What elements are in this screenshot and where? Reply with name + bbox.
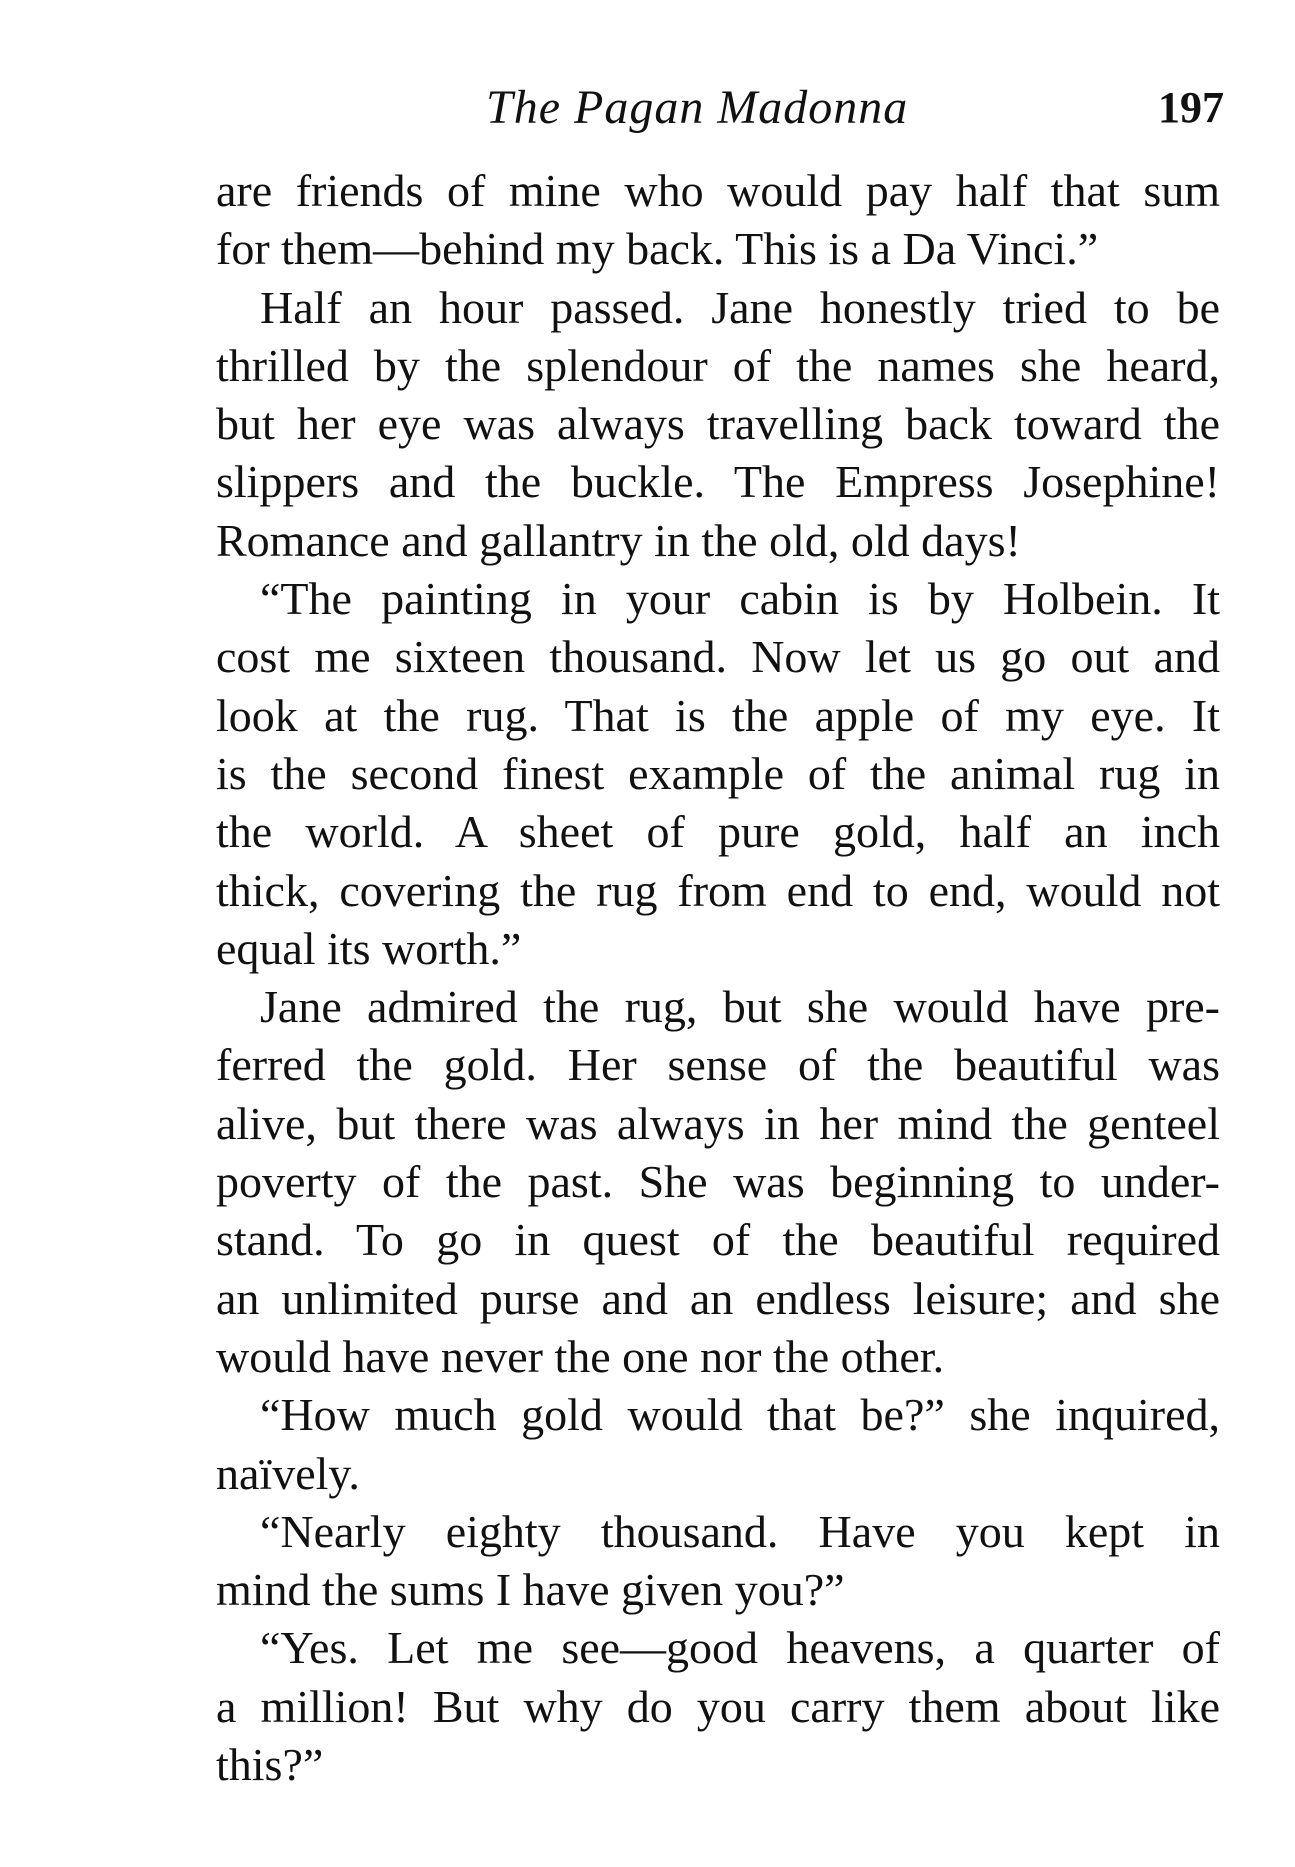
- text-line: an unlimited purse and an endless leisure; and she: [216, 1272, 1220, 1324]
- text-line: cost me sixteen thousand. Now let us go out and: [216, 631, 1220, 683]
- text-line: poverty of the past. She was beginning to under-: [216, 1156, 1220, 1208]
- text-line: “The painting in your cabin is by Holbein. It: [260, 573, 1220, 625]
- text-line: thick, covering the rug from end to end, would not: [216, 864, 1220, 916]
- text-line: a million! But why do you carry them about like: [216, 1680, 1220, 1732]
- text-line: but her eye was always travelling back toward the: [216, 398, 1220, 450]
- text-line: slippers and the buckle. The Empress Josephine!: [216, 456, 1220, 508]
- running-title: The Pagan Madonna: [486, 81, 909, 134]
- text-line: naïvely.: [216, 1447, 360, 1499]
- text-line: would have never the one nor the other.: [216, 1330, 945, 1382]
- text-line: look at the rug. That is the apple of my eye. It: [216, 689, 1220, 741]
- body-text: [216, 162, 1220, 1794]
- text-line: are friends of mine who would pay half that sum: [216, 165, 1220, 216]
- text-line: “Nearly eighty thousand. Have you kept in: [260, 1505, 1220, 1557]
- text-line: Half an hour passed. Jane honestly tried to be: [260, 281, 1220, 333]
- text-line: equal its worth.”: [216, 922, 522, 974]
- text-line: “How much gold would that be?” she inquired,: [260, 1389, 1220, 1441]
- text-line: thrilled by the splendour of the names she heard,: [216, 339, 1220, 391]
- text-line: the world. A sheet of pure gold, half an inch: [216, 806, 1220, 858]
- text-line: Jane admired the rug, but she would have pre-: [260, 981, 1220, 1033]
- text-line: “Yes. Let me see—good heavens, a quarter of: [260, 1622, 1220, 1674]
- text-line: for them—behind my back. This is a Da Vinci.”: [216, 223, 1099, 275]
- text-line: stand. To go in quest of the beautiful required: [216, 1214, 1220, 1266]
- text-line: this?”: [216, 1739, 324, 1791]
- page-number: 197: [1158, 83, 1224, 132]
- text-line: is the second finest example of the animal rug in: [216, 747, 1220, 799]
- text-line: alive, but there was always in her mind the genteel: [216, 1097, 1220, 1149]
- text-line: Romance and gallantry in the old, old days!: [216, 514, 1021, 566]
- text-line: mind the sums I have given you?”: [216, 1564, 845, 1616]
- text-line: ferred the gold. Her sense of the beautiful was: [216, 1039, 1220, 1091]
- page-header: [216, 78, 1224, 138]
